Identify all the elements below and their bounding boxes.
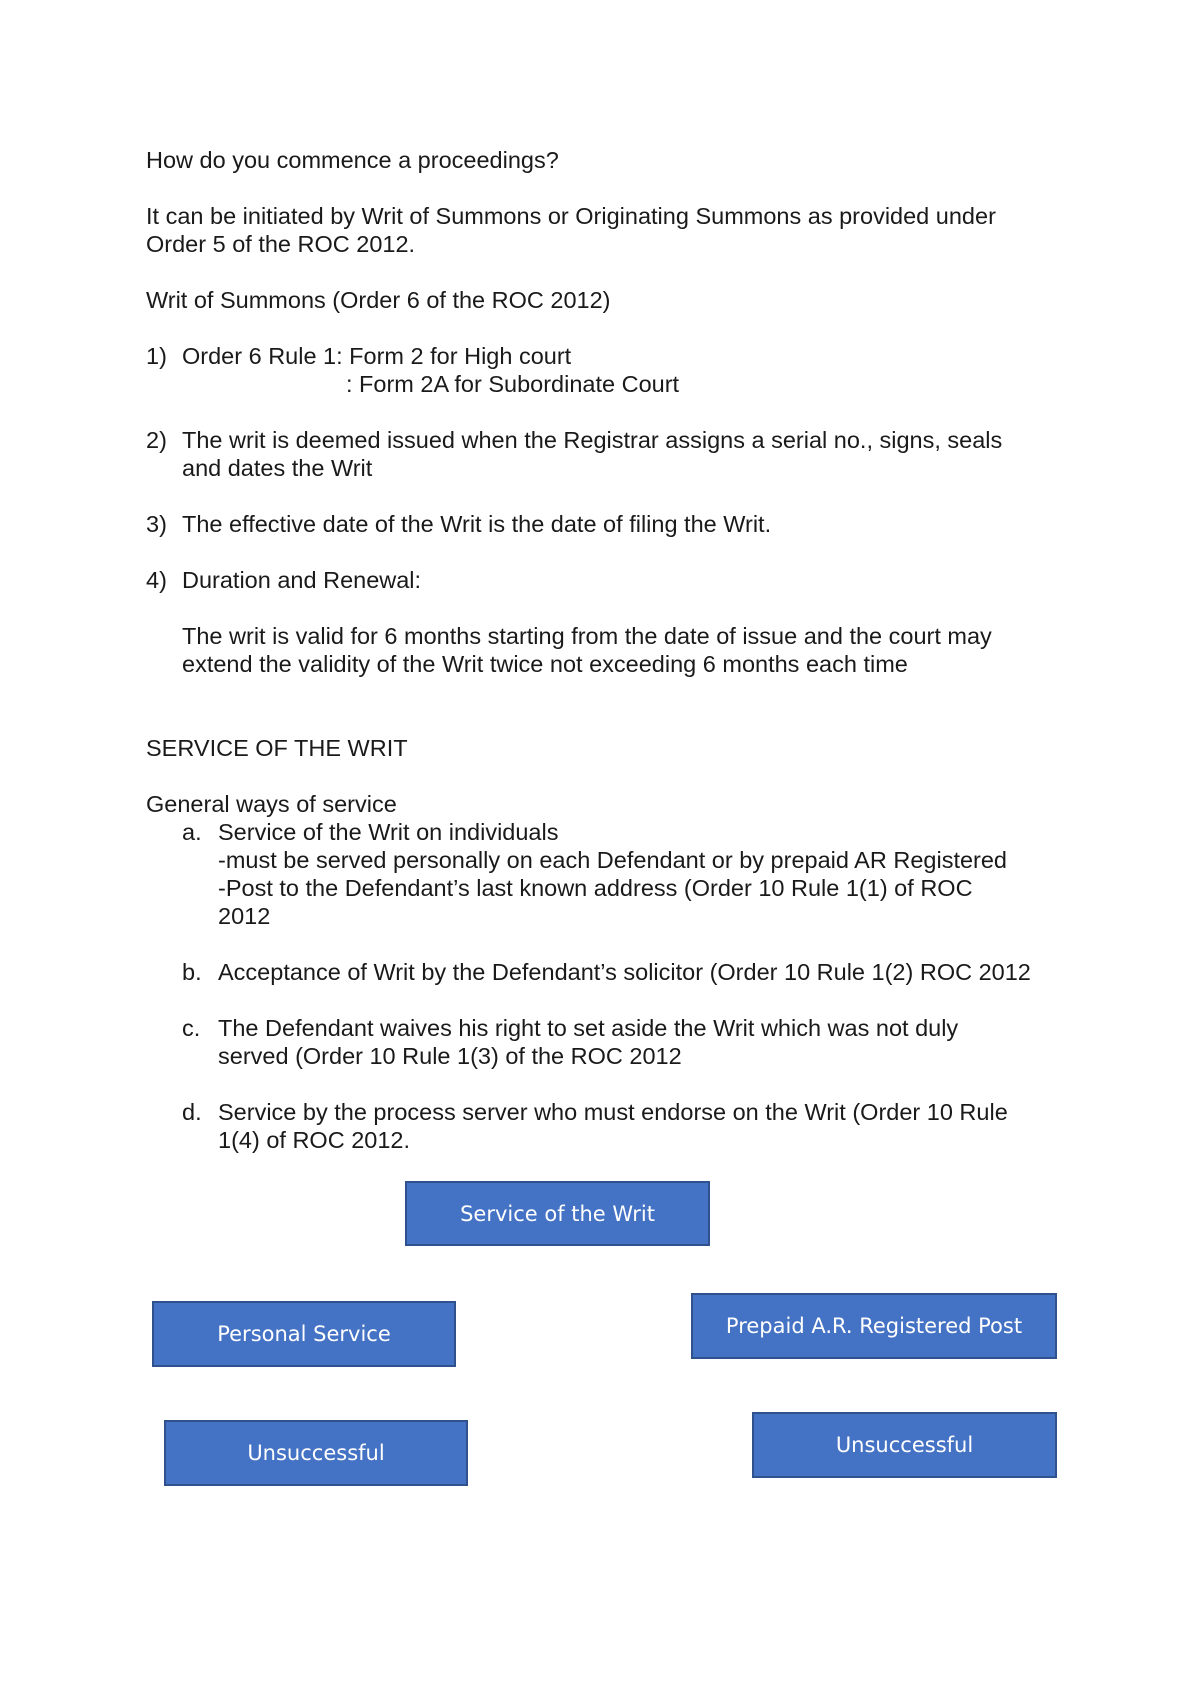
list-letter-c: c.: [182, 1015, 201, 1041]
list-item-a-line-1: Service of the Writ on individuals: [218, 819, 559, 845]
list-item-a-line-2: -must be served personally on each Defendant or by prepaid AR Registered: [218, 847, 1008, 873]
list-number-1: 1): [146, 343, 167, 369]
diagram-box-personal-service: Personal Service: [152, 1301, 456, 1367]
list-item-2-line-1: The writ is deemed issued when the Registrar assigns a serial no., signs, seals: [182, 427, 1003, 453]
diagram-box-unsuccessful-left: Unsuccessful: [164, 1420, 468, 1486]
list-item-1-line-1: Order 6 Rule 1: Form 2 for High court: [182, 343, 572, 369]
list-item-c-line-1: The Defendant waives his right to set aside the Writ which was not duly: [218, 1015, 959, 1041]
diagram-box-service-of-writ: Service of the Writ: [405, 1181, 710, 1246]
list-number-2: 2): [146, 427, 167, 453]
intro-text-line-2: Order 5 of the ROC 2012.: [146, 231, 416, 257]
list-item-a-line-3: -Post to the Defendant’s last known address (Order 10 Rule 1(1) of ROC: [218, 875, 973, 901]
list-letter-b: b.: [182, 959, 202, 985]
list-item-4-line-1: Duration and Renewal:: [182, 567, 422, 593]
diagram-box-unsuccessful-right: Unsuccessful: [752, 1412, 1057, 1478]
list-item-b-line-1: Acceptance of Writ by the Defendant’s solicitor (Order 10 Rule 1(2) ROC 2012: [218, 959, 1031, 985]
general-ways-heading: General ways of service: [146, 791, 397, 817]
list-item-a-line-4: 2012: [218, 903, 271, 929]
list-number-4: 4): [146, 567, 167, 593]
list-item-c-line-2: served (Order 10 Rule 1(3) of the ROC 2012: [218, 1043, 682, 1069]
list-item-1-line-2: : Form 2A for Subordinate Court: [346, 371, 680, 397]
writ-of-summons-heading: Writ of Summons (Order 6 of the ROC 2012): [146, 287, 611, 313]
question-heading: How do you commence a proceedings?: [146, 147, 559, 173]
list-number-3: 3): [146, 511, 167, 537]
diagram-box-prepaid-ar-registered-post: Prepaid A.R. Registered Post: [691, 1293, 1057, 1359]
list-item-d-line-1: Service by the process server who must endorse on the Writ (Order 10 Rule: [218, 1099, 1008, 1125]
list-item-d-line-2: 1(4) of ROC 2012.: [218, 1127, 411, 1153]
duration-text-line-2: extend the validity of the Writ twice not exceeding 6 months each time: [182, 651, 908, 677]
list-item-2-line-2: and dates the Writ: [182, 455, 373, 481]
list-letter-a: a.: [182, 819, 202, 845]
intro-text-line-1: It can be initiated by Writ of Summons or Originating Summons as provided under: [146, 203, 996, 229]
list-item-3-line-1: The effective date of the Writ is the date of filing the Writ.: [182, 511, 772, 537]
list-letter-d: d.: [182, 1099, 202, 1125]
duration-text-line-1: The writ is valid for 6 months starting from the date of issue and the court may: [182, 623, 992, 649]
service-of-writ-heading: SERVICE OF THE WRIT: [146, 735, 408, 761]
